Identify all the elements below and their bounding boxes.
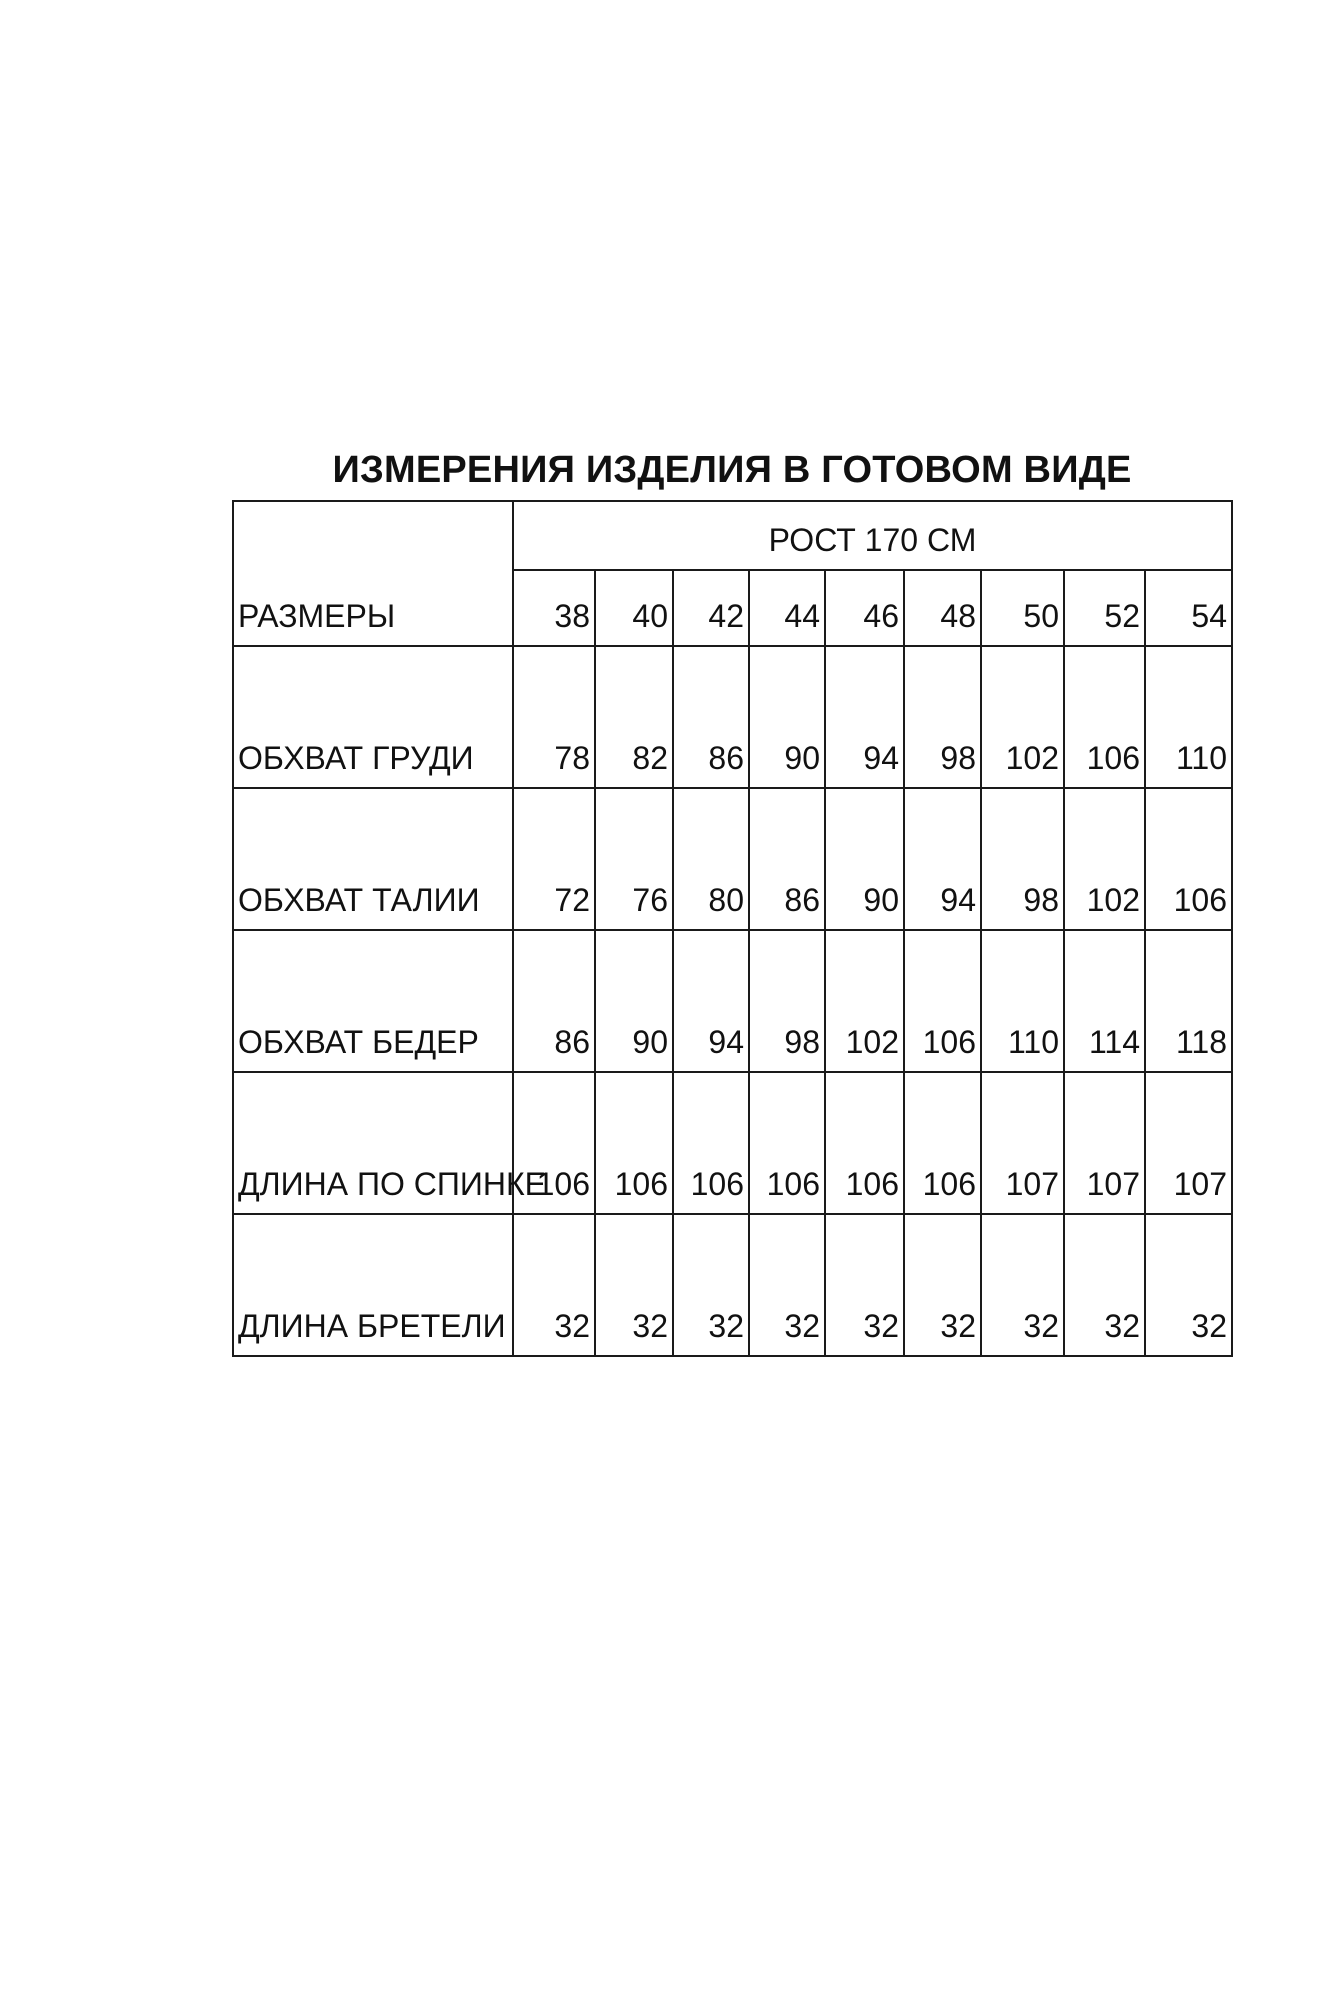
table-row-hips [233, 930, 1232, 1072]
value-cell: 106 [673, 1072, 749, 1214]
value-cell: 32 [981, 1214, 1064, 1356]
value-cell: 106 [1145, 788, 1232, 930]
size-cell: 48 [904, 570, 981, 646]
value-cell: 107 [1145, 1072, 1232, 1214]
size-cell: 42 [673, 570, 749, 646]
row-label: ДЛИНА БРЕТЕЛИ [233, 1214, 513, 1356]
value-cell: 106 [749, 1072, 825, 1214]
page-title: ИЗМЕРЕНИЯ ИЗДЕЛИЯ В ГОТОВОМ ВИДЕ [332, 449, 1132, 491]
value-cell: 102 [825, 930, 904, 1072]
sizes-label: РАЗМЕРЫ [233, 501, 513, 646]
size-cell: 52 [1064, 570, 1145, 646]
value-cell: 114 [1064, 930, 1145, 1072]
value-cell: 86 [513, 930, 595, 1072]
value-cell: 32 [1145, 1214, 1232, 1356]
size-cell: 44 [749, 570, 825, 646]
value-cell: 86 [749, 788, 825, 930]
size-cell: 54 [1145, 570, 1232, 646]
value-cell: 32 [513, 1214, 595, 1356]
value-cell: 106 [1064, 646, 1145, 788]
value-cell: 90 [595, 930, 673, 1072]
value-cell: 98 [749, 930, 825, 1072]
size-cell: 40 [595, 570, 673, 646]
height-header-row [233, 501, 1232, 570]
value-cell: 82 [595, 646, 673, 788]
row-label: ОБХВАТ ГРУДИ [233, 646, 513, 788]
value-cell: 86 [673, 646, 749, 788]
value-cell: 107 [981, 1072, 1064, 1214]
value-cell: 32 [595, 1214, 673, 1356]
height-header: РОСТ 170 СМ [513, 501, 1232, 570]
table-row-chest [233, 646, 1232, 788]
value-cell: 106 [825, 1072, 904, 1214]
value-cell: 72 [513, 788, 595, 930]
value-cell: 32 [673, 1214, 749, 1356]
value-cell: 32 [904, 1214, 981, 1356]
value-cell: 110 [1145, 646, 1232, 788]
value-cell: 106 [513, 1072, 595, 1214]
value-cell: 98 [981, 788, 1064, 930]
value-cell: 80 [673, 788, 749, 930]
value-cell: 102 [981, 646, 1064, 788]
value-cell: 106 [904, 930, 981, 1072]
size-table [232, 500, 1233, 1357]
value-cell: 106 [595, 1072, 673, 1214]
value-cell: 110 [981, 930, 1064, 1072]
value-cell: 32 [825, 1214, 904, 1356]
value-cell: 106 [904, 1072, 981, 1214]
value-cell: 94 [825, 646, 904, 788]
value-cell: 98 [904, 646, 981, 788]
table-row-back-length [233, 1072, 1232, 1214]
value-cell: 32 [1064, 1214, 1145, 1356]
value-cell: 94 [673, 930, 749, 1072]
row-label: ДЛИНА ПО СПИНКЕ [233, 1072, 513, 1214]
value-cell: 90 [825, 788, 904, 930]
value-cell: 118 [1145, 930, 1232, 1072]
size-cell: 50 [981, 570, 1064, 646]
value-cell: 102 [1064, 788, 1145, 930]
row-label: ОБХВАТ БЕДЕР [233, 930, 513, 1072]
value-cell: 94 [904, 788, 981, 930]
table-row-waist [233, 788, 1232, 930]
size-cell: 46 [825, 570, 904, 646]
value-cell: 76 [595, 788, 673, 930]
value-cell: 90 [749, 646, 825, 788]
size-cell: 38 [513, 570, 595, 646]
value-cell: 78 [513, 646, 595, 788]
table-row-strap-length [233, 1214, 1232, 1356]
row-label: ОБХВАТ ТАЛИИ [233, 788, 513, 930]
value-cell: 32 [749, 1214, 825, 1356]
value-cell: 107 [1064, 1072, 1145, 1214]
